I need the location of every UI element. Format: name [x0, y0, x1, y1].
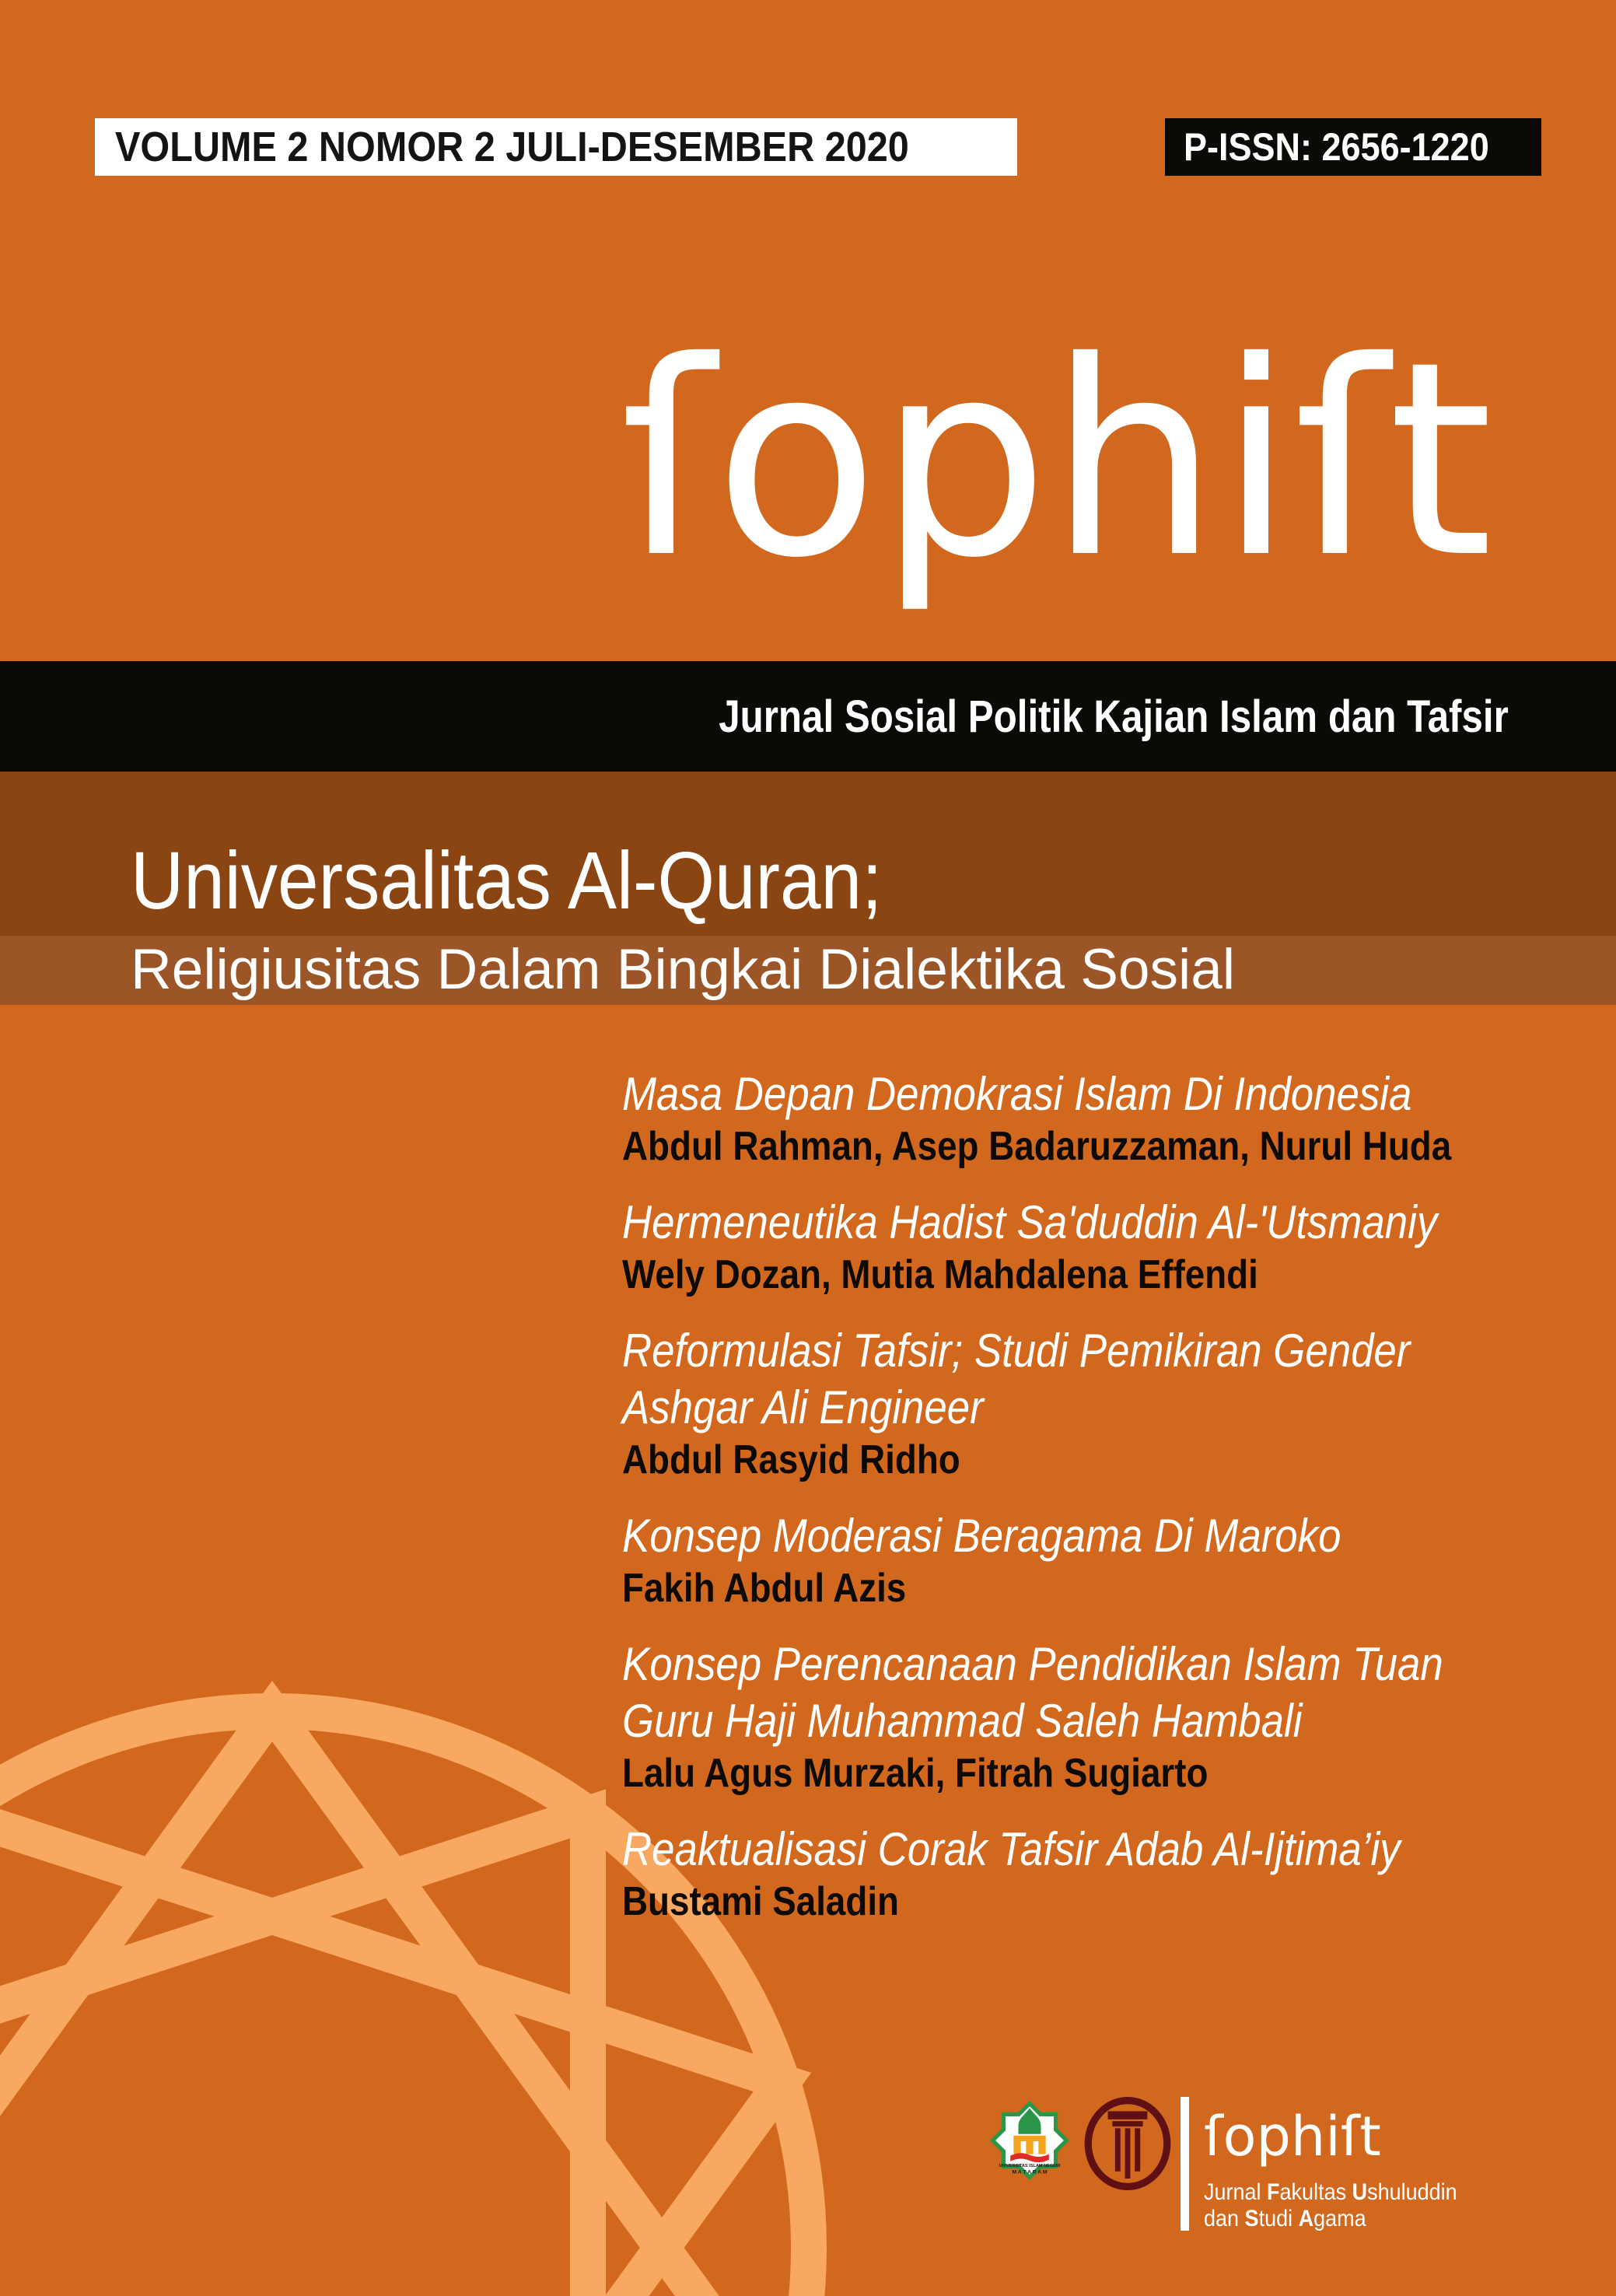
article-entry: [622, 1507, 1602, 1612]
article-authors: Fakih Abdul Azis: [622, 1566, 907, 1611]
article-title: Konsep Perencanaan Pendidikan Islam Tuan Guru Haji Muhammad Saleh Hambali: [622, 1638, 1443, 1747]
issue-title-line1: Universalitas Al-Quran;: [131, 835, 883, 926]
article-title: Reformulasi Tafsir; Studi Pemikiran Gender Ashgar Ali Engineer: [622, 1325, 1411, 1433]
footer-divider-bar: [1181, 2097, 1189, 2231]
article-entry: [622, 1821, 1602, 1926]
gate-icon: [1013, 2136, 1045, 2154]
journal-subtitle: Jurnal Sosial Politik Kajian Islam dan Tafsir: [719, 691, 1509, 742]
faculty-column-logo: [1083, 2097, 1173, 2190]
uin-logo-text-line1: UNIVERSITAS ISLAM NEGERI: [999, 2164, 1061, 2169]
article-list: [622, 1066, 1602, 1949]
article-entry: [622, 1322, 1602, 1484]
journal-wordmark: ſophiſt: [620, 305, 1493, 617]
article-entry: [622, 1194, 1602, 1299]
article-authors: Lalu Agus Murzaki, Fitrah Sugiarto: [622, 1751, 1209, 1796]
uin-logo-text-line2: M A T A R A M: [1012, 2169, 1048, 2175]
article-title: Reaktualisasi Corak Tafsir Adab Al-Ijtima’iy: [622, 1823, 1401, 1875]
article-authors: Abdul Rasyid Ridho: [622, 1437, 960, 1482]
volume-label: VOLUME 2 NOMOR 2 JULI-DESEMBER 2020: [115, 124, 909, 170]
issn-label-box: [1165, 118, 1541, 176]
article-title: Hermeneutika Hadist Sa'duddin Al-'Utsmaniy: [622, 1196, 1438, 1248]
footer-wordmark: ſophiſt: [1204, 2105, 1381, 2168]
article-authors: Abdul Rahman, Asep Badaruzzaman, Nurul Huda: [622, 1124, 1452, 1169]
article-title: Masa Depan Demokrasi Islam Di Indonesia: [622, 1068, 1412, 1120]
uin-mataram-logo: [981, 2092, 1078, 2189]
issue-title-line2: Religiusitas Dalam Bingkai Dialektika Sosial: [131, 938, 1236, 1001]
article-entry: [622, 1636, 1602, 1797]
article-title: Konsep Moderasi Beragama Di Maroko: [622, 1510, 1341, 1562]
column-icon: [1108, 2111, 1148, 2179]
article-entry: [622, 1066, 1602, 1171]
volume-label-box: [95, 118, 1017, 176]
issn-label: P-ISSN: 2656-1220: [1184, 125, 1489, 169]
footer-tagline: Jurnal Fakultas Ushuluddin dan Studi Agama: [1204, 2179, 1457, 2231]
article-authors: Wely Dozan, Mutia Mahdalena Effendi: [622, 1252, 1258, 1297]
subtitle-bar: [0, 661, 1616, 772]
article-authors: Bustami Saladin: [622, 1879, 900, 1924]
